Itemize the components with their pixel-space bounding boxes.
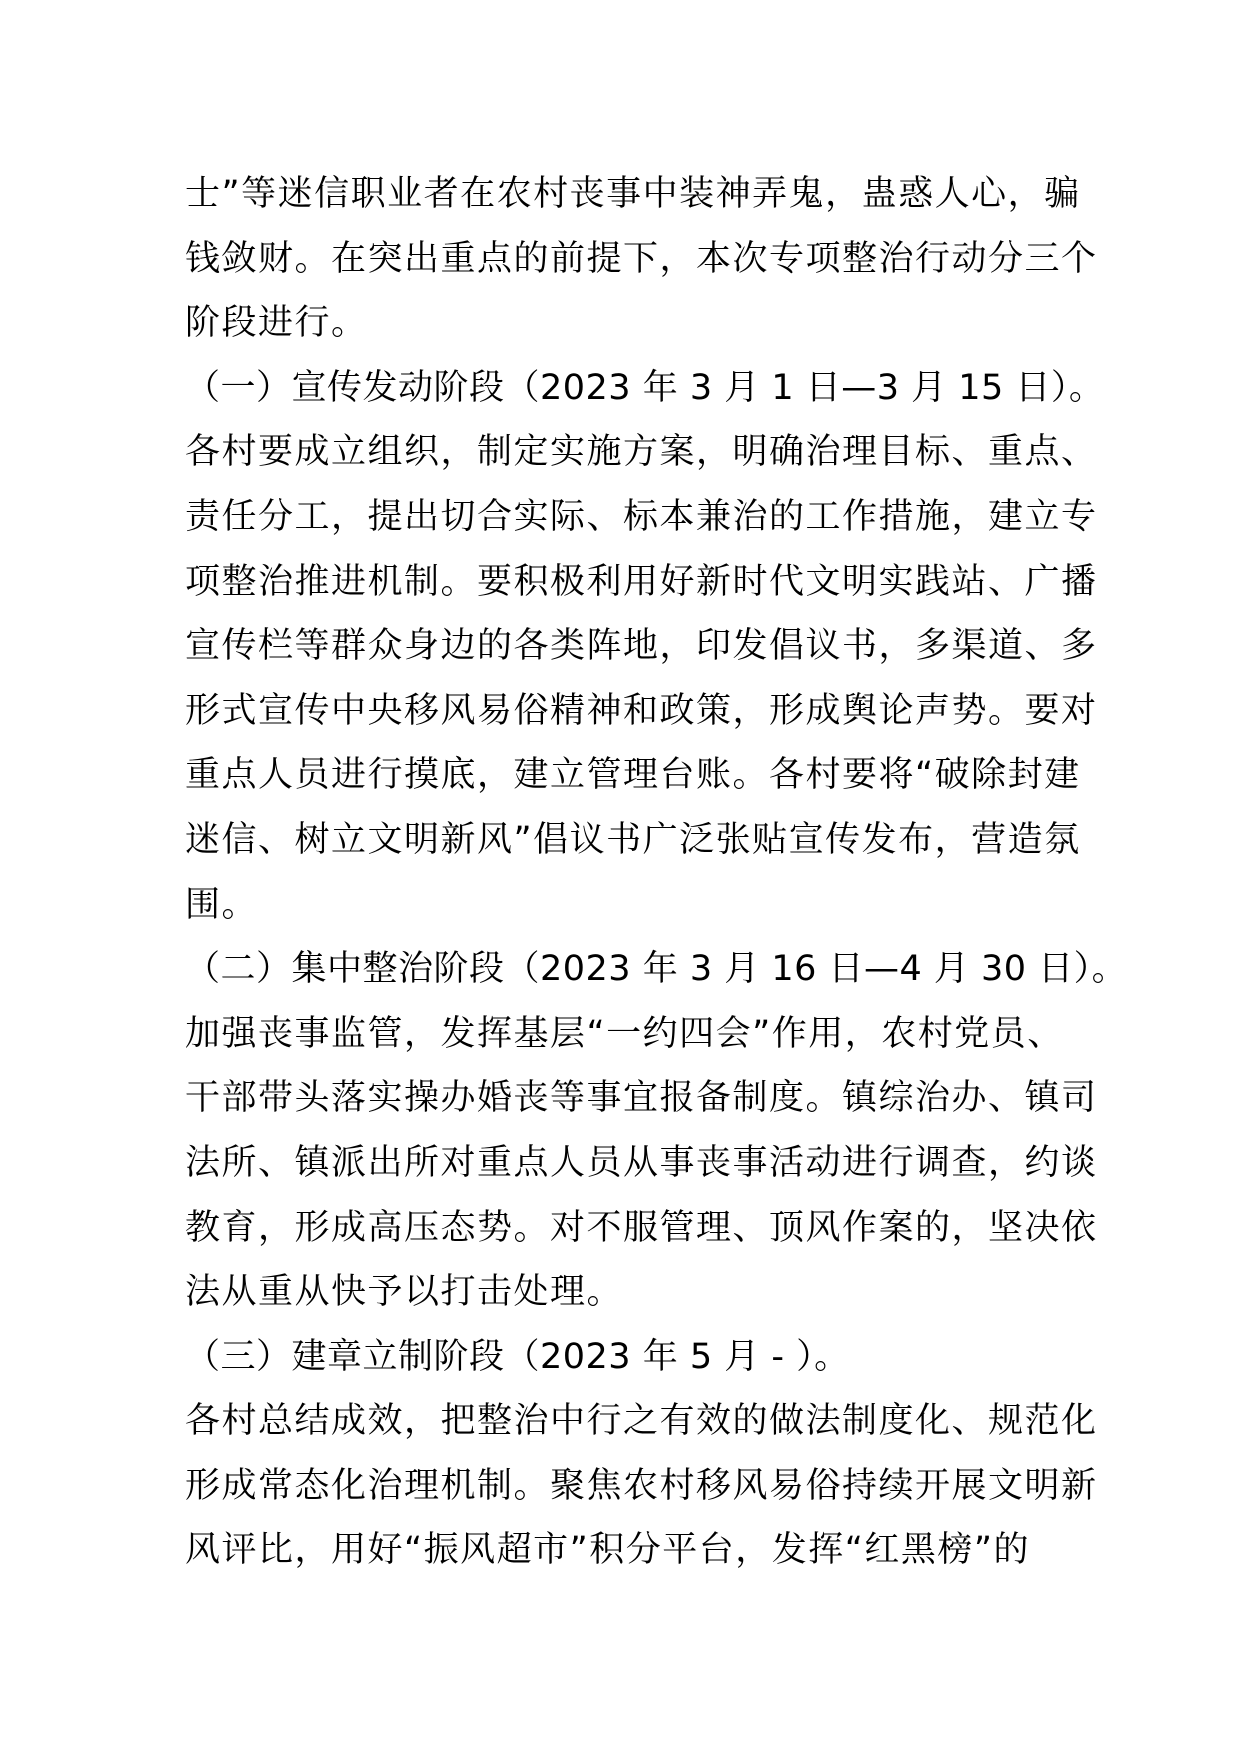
text-line: 法从重从快予以打击处理。 [185,1272,624,1313]
text-line: 责任分工，提出切合实际、标本兼治的工作措施，建立专 [185,496,1098,537]
text-line: 阶段进行。 [185,303,368,344]
text-line: 各村总结成效，把整治中行之有效的做法制度化、规范化 [185,1401,1098,1442]
text-line: 宣传栏等群众身边的各类阵地，印发倡议书，多渠道、多 [185,626,1098,667]
text-line: 干部带头落实操办婚丧等事宜报备制度。镇综治办、镇司 [185,1078,1098,1119]
text-line: 围。 [185,884,259,925]
text-line: 加强丧事监管，发挥基层“一约四会”作用，农村党员、 [185,1013,1064,1054]
section-heading-3: （三）建章立制阶段（2023 年 5 月 - ）。 [185,1336,850,1377]
section-heading-1: （一）宣传发动阶段（2023 年 3 月 1 日—3 月 15 日）。 [185,367,1105,408]
text-line: 各村要成立组织，制定实施方案，明确治理目标、重点、 [185,432,1098,473]
text-line: 钱敛财。在突出重点的前提下，本次专项整治行动分三个 [185,238,1098,279]
text-line: 重点人员进行摸底，建立管理台账。各村要将“破除封建 [185,755,1081,796]
text-line: 风评比，用好“振风超市”积分平台，发挥“红黑榜”的 [185,1530,1031,1571]
text-line: 项整治推进机制。要积极利用好新时代文明实践站、广播 [185,561,1098,602]
text-line: 迷信、树立文明新风”倡议书广泛张贴宣传发布，营造氛 [185,819,1081,860]
document-body [185,162,1128,1583]
section-heading-2: （二）集中整治阶段（2023 年 3 月 16 日—4 月 30 日）。 [185,949,1128,990]
text-line: 教育，形成高压态势。对不服管理、顶风作案的，坚决依 [185,1207,1098,1248]
text-line: 形式宣传中央移风易俗精神和政策，形成舆论声势。要对 [185,690,1098,731]
text-line: 法所、镇派出所对重点人员从事丧事活动进行调查，约谈 [185,1142,1098,1183]
text-line: 士”等迷信职业者在农村丧事中装神弄鬼，蛊惑人心，骗 [185,174,1081,214]
text-line: 形成常态化治理机制。聚焦农村移风易俗持续开展文明新 [185,1465,1098,1506]
